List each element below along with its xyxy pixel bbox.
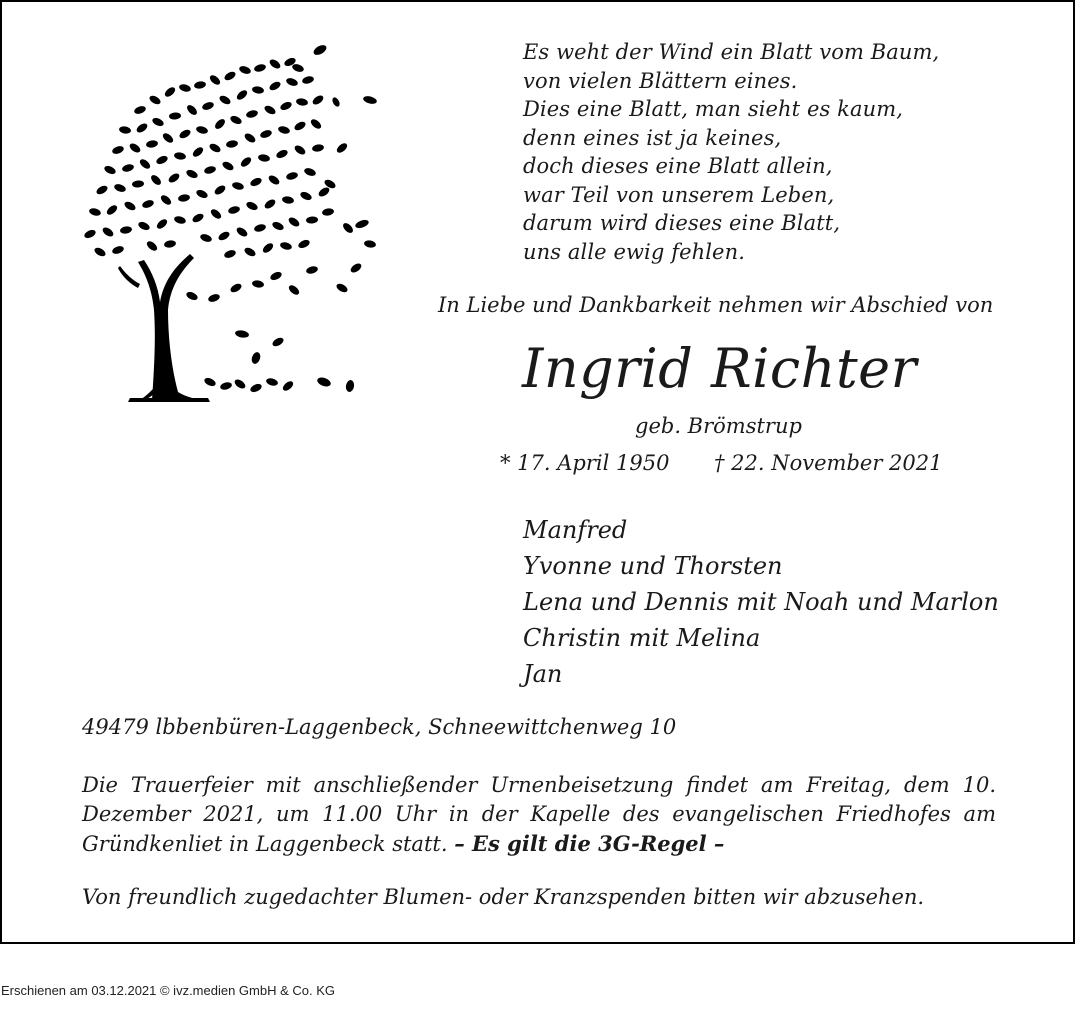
poem-line: doch dieses eine Blatt allein,: [523, 154, 833, 178]
poem: [523, 38, 939, 266]
intro-text: In Liebe und Dankbarkeit nehmen wir Abschied von: [438, 293, 994, 317]
maiden-name: geb. Brömstrup: [635, 414, 802, 438]
publication-footer: Erschienen am 03.12.2021 © ivz.medien GmbH & Co. KG: [1, 983, 336, 998]
death-date: † 22. November 2021: [714, 451, 943, 475]
family-member: Yvonne und Thorsten: [523, 552, 783, 580]
address: 49479 lbbenbüren-Laggenbeck, Schneewittchenweg 10: [82, 715, 677, 739]
poem-line: von vielen Blättern eines.: [523, 68, 798, 93]
birth-date: * 17. April 1950: [500, 451, 670, 475]
poem-line: denn eines ist ja keines,: [523, 125, 782, 150]
family-member: Manfred: [523, 516, 628, 544]
poem-line: Es weht der Wind ein Blatt vom Baum,: [523, 40, 940, 64]
service-notice: [82, 771, 996, 859]
deceased-name: Ingrid Richter: [522, 337, 917, 400]
poem-line: darum wird dieses eine Blatt,: [523, 211, 841, 235]
poem-line: Dies eine Blatt, man sieht es kaum,: [523, 97, 904, 121]
flowers-request: Von freundlich zugedachter Blumen- oder Kranzspenden bitten wir abzusehen.: [82, 885, 925, 909]
service-text: Die Trauerfeier mit anschließender Urnenbeisetzung findet am Freitag, dem 10. Dezember 2021, um 11.00 Uhr in der Kapelle des evangelischen Friedhofes am Gründkenliet in Laggenbeck statt.: [82, 773, 996, 856]
poem-line: uns alle ewig fehlen.: [523, 239, 745, 264]
family-member: Lena und Dennis mit Noah und Marlon: [523, 588, 999, 616]
poem-line: war Teil von unserem Leben,: [523, 182, 835, 207]
family-member: Jan: [523, 660, 563, 688]
family-member: Christin mit Melina: [523, 624, 761, 652]
windblown-tree-icon: [80, 40, 386, 402]
family-list: [523, 512, 999, 692]
covid-rule-note: – Es gilt die 3G-Regel –: [454, 831, 725, 856]
